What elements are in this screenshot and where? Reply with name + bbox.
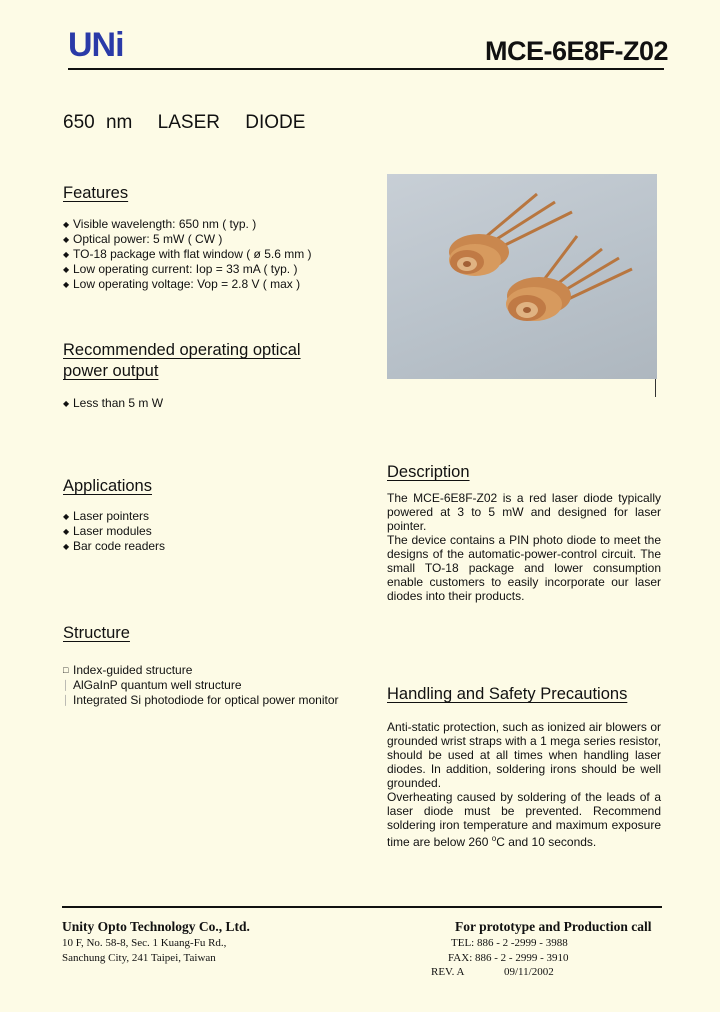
list-item: □ Index-guided structure [63,663,383,678]
description-heading: Description [387,463,470,481]
applications-list [63,509,363,554]
part-number: MCE-6E8F-Z02 [485,36,669,66]
description-paragraph-2: The device contains a PIN photo diode to meet the designs of the automatic-power-control circuit. The small TO-18 package and lower consumption enable customers to easily incorporate our laser diodes into their products. [387,533,661,603]
degree-symbol: o [491,834,497,843]
description-paragraph-1: The MCE-6E8F-Z02 is a red laser diode typically powered at 3 to 5 mW and designed for laser pointer. [387,491,661,533]
list-item: ◆ Laser pointers [63,509,363,524]
list-item: │ AlGaInP quantum well structure [63,678,383,693]
recommended-section [63,340,363,411]
handling-paragraph-1: Anti-static protection, such as ionized air blowers or grounded wrist straps with a 1 mega series resistor, should be used at all times when handling laser diodes. In addition, soldering irons should be well grounded. [387,720,661,790]
footer-company: Unity Opto Technology Co., Ltd. [62,919,250,934]
list-item: ◆ Less than 5 m W [63,396,363,411]
list-item: ◆ Optical power: 5 mW ( CW ) [63,232,363,247]
list-item: ◆ Low operating current: Iop = 33 mA ( typ. ) [63,262,363,277]
structure-list [63,663,383,708]
photo-edge-line [655,379,656,397]
handling-paragraph-2 [387,790,661,849]
list-item: ◆ Visible wavelength: 650 nm ( typ. ) [63,217,363,232]
footer-revision: REV. A [431,966,465,978]
handling-paragraph-2-text: Overheating caused by soldering of the leads of a laser diode must be prevented. Recommend soldering iron temperature and maximum exposure time are below 260 [387,790,661,849]
footer-call: For prototype and Production call [455,919,652,934]
title-word-diode: DIODE [245,112,306,133]
footer-address-2: Sanchung City, 241 Taipei, Taiwan [62,952,216,964]
list-item: ◆ Laser modules [63,524,363,539]
handling-heading: Handling and Safety Precautions [387,685,628,703]
footer-divider [62,906,662,908]
page-title [63,112,319,134]
title-wavelength: 650 nm [63,112,133,133]
description-section [387,463,661,603]
footer-fax: FAX: 886 - 2 - 2999 - 3910 [448,952,569,964]
handling-paragraph-2-end: C and 10 seconds. [496,835,597,849]
features-section [63,184,363,292]
footer-address-1: 10 F, No. 58-8, Sec. 1 Kuang-Fu Rd., [62,937,227,949]
recommended-list [63,396,363,411]
list-item: ◆ Bar code readers [63,539,363,554]
list-item: ◆ Low operating voltage: Vop = 2.8 V ( max ) [63,277,363,292]
applications-section [63,477,363,554]
header-divider [68,68,664,70]
product-photo [387,174,657,379]
structure-section [63,624,383,708]
list-item: ◆ TO-18 package with flat window ( ø 5.6 mm ) [63,247,363,262]
structure-heading: Structure [63,624,130,642]
list-item: │ Integrated Si photodiode for optical power monitor [63,693,383,708]
recommended-heading [63,340,363,382]
recommended-heading-line2: power output [63,362,159,380]
company-logo: UNi [68,26,124,64]
laser-diode-illustration [387,174,657,379]
title-word-laser: LASER [157,112,220,133]
features-heading: Features [63,184,129,202]
footer-tel: TEL: 886 - 2 -2999 - 3988 [451,937,568,949]
handling-section [387,685,661,849]
recommended-heading-line1: Recommended operating optical [63,341,301,359]
applications-heading: Applications [63,477,152,495]
features-list [63,217,363,292]
footer-date: 09/11/2002 [504,966,554,978]
